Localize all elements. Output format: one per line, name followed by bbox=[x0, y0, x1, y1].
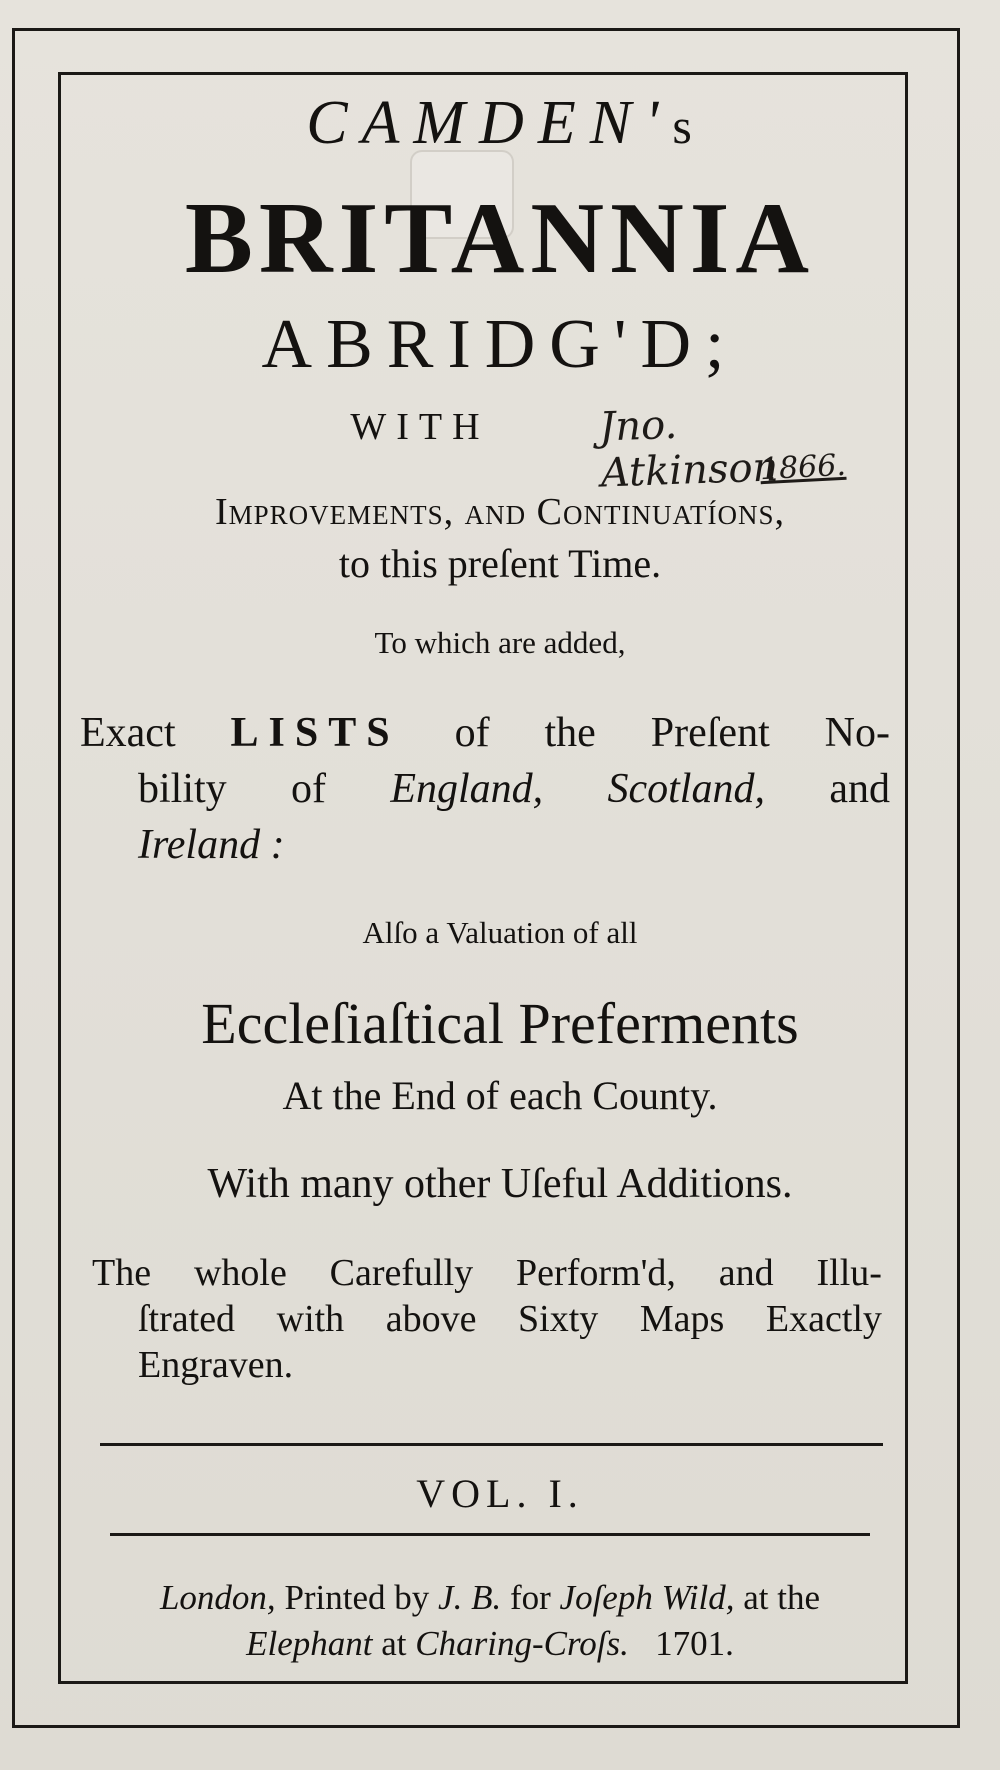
word-lists: LISTS bbox=[230, 710, 400, 756]
word: and bbox=[829, 766, 890, 812]
present-time-line: to this preſent Time. bbox=[338, 541, 662, 586]
word: Exact bbox=[80, 710, 176, 756]
word: above bbox=[385, 1298, 477, 1340]
imprint-printed-by: Printed by bbox=[284, 1578, 430, 1617]
imprint-city: London, bbox=[159, 1578, 276, 1617]
main-title: BRITANNIA bbox=[184, 182, 816, 295]
lists-line-2 bbox=[80, 761, 890, 817]
imprint-at: at bbox=[381, 1624, 407, 1663]
ecclesiastical-line: Eccleſiaſtical Preferments bbox=[201, 991, 799, 1056]
word: Illu- bbox=[816, 1252, 882, 1294]
imprint-line-2 bbox=[95, 1621, 885, 1667]
lists-line-1 bbox=[80, 705, 890, 761]
improvements-line: Improvements, and Continuatíons, bbox=[214, 491, 785, 533]
word: whole bbox=[193, 1252, 287, 1294]
word-ireland: Ireland : bbox=[138, 822, 285, 868]
imprint-line-1 bbox=[95, 1575, 885, 1621]
rule-top bbox=[100, 1443, 883, 1446]
word: the bbox=[544, 710, 596, 756]
word-england: England, bbox=[390, 766, 544, 812]
word: Exactly bbox=[765, 1298, 882, 1340]
valuation-line: Alſo a Valuation of all bbox=[362, 915, 638, 950]
author-name: CAMDEN' bbox=[306, 89, 673, 157]
word: bility bbox=[138, 766, 227, 812]
imprint-at-the: at the bbox=[743, 1578, 821, 1617]
county-line: At the End of each County. bbox=[282, 1073, 718, 1118]
performed-line-2 bbox=[92, 1296, 882, 1342]
word: of bbox=[454, 710, 490, 756]
additions-line: With many other Uſeful Additions. bbox=[207, 1161, 793, 1207]
performed-paragraph bbox=[92, 1250, 882, 1388]
word: Preſent bbox=[650, 710, 770, 756]
imprint-publisher: Joſeph Wild, bbox=[559, 1578, 735, 1617]
word: of bbox=[291, 766, 327, 812]
lists-paragraph bbox=[80, 705, 890, 873]
word: Maps bbox=[639, 1298, 725, 1340]
owner-signature: Jno. Atkinson bbox=[598, 401, 779, 497]
lists-line-3 bbox=[80, 817, 890, 873]
volume-line: VOL. I. bbox=[416, 1471, 584, 1516]
author-line bbox=[0, 88, 1000, 159]
word: No- bbox=[824, 710, 890, 756]
word: and bbox=[718, 1252, 774, 1294]
word: Engraven. bbox=[138, 1344, 294, 1386]
performed-line-1 bbox=[92, 1250, 882, 1296]
imprint-for: for bbox=[509, 1578, 551, 1617]
added-line: To which are added, bbox=[374, 625, 626, 660]
word-scotland: Scotland, bbox=[607, 766, 765, 812]
inscription-year: 1866. bbox=[759, 447, 847, 488]
word: Sixty bbox=[518, 1298, 599, 1340]
author-suffix: s bbox=[672, 98, 694, 154]
word: The bbox=[92, 1252, 152, 1294]
imprint-printer: J. B. bbox=[438, 1578, 502, 1617]
subtitle: ABRIDG'D; bbox=[261, 306, 739, 383]
with-line: WITH bbox=[350, 406, 490, 448]
imprint bbox=[95, 1575, 885, 1667]
word: ſtrated bbox=[138, 1298, 236, 1340]
performed-line-3 bbox=[92, 1342, 882, 1388]
word: Carefully bbox=[329, 1252, 474, 1294]
imprint-location: Charing-Croſs. bbox=[415, 1624, 629, 1663]
imprint-year: 1701. bbox=[655, 1624, 734, 1663]
word: with bbox=[276, 1298, 345, 1340]
rule-bottom bbox=[110, 1533, 870, 1536]
word: Perform'd, bbox=[516, 1252, 676, 1294]
imprint-place: Elephant bbox=[246, 1624, 373, 1663]
